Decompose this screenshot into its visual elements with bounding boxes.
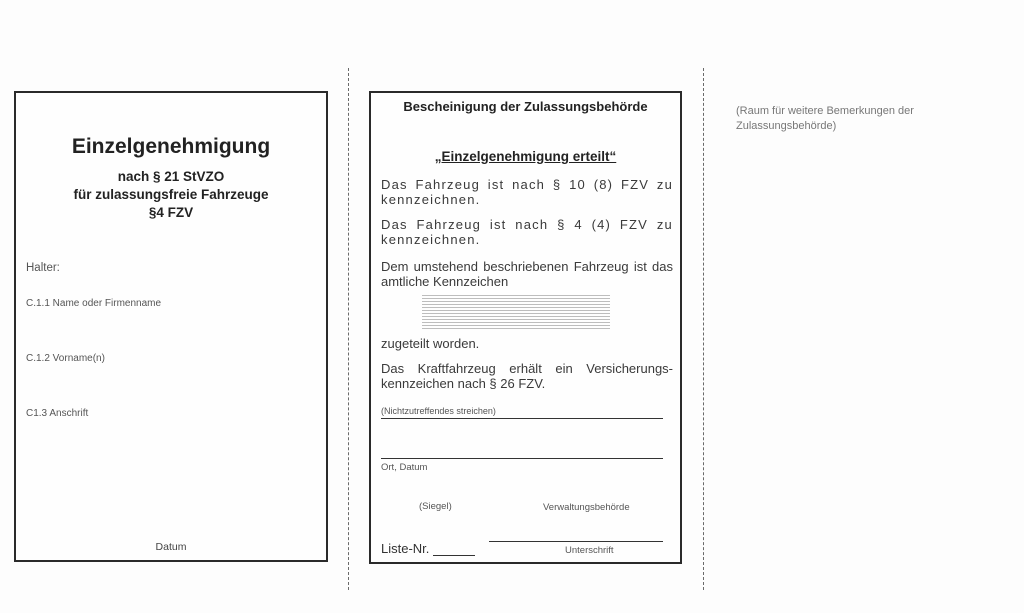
permit-subtitle-law: nach § 21 StVZO [117,169,225,184]
authority-label: Verwaltungsbehörde [543,502,630,513]
place-date-label: Ort, Datum [381,462,428,473]
strike-note-rule [381,418,663,419]
name-field-label: C.1.1 Name oder Firmenname [26,298,162,309]
license-plate-field [422,295,610,329]
fold-line-left [348,68,349,590]
para-insurance: Das Kraftfahrzeug erhält ein Versicherungs-kennzeichen nach § 26 FZV. [381,361,673,391]
signature-label: Unterschrift [565,545,614,556]
place-date-line [381,458,663,459]
date-field-label: Datum [155,541,187,553]
permit-subtitle-fzv: §4 FZV [148,205,194,220]
para-plate-intro: Dem umstehend beschriebenen Fahrzeug ist das amtliche Kennzeichen [381,259,673,289]
permit-subtitle-vehicles: für zulassungsfreie Fahrzeuge [73,187,269,202]
strike-note: (Nichtzutreffendes streichen) [381,406,496,416]
certificate-header: Bescheinigung der Zulassungsbehörde [403,99,648,114]
address-field-label: C1.3 Anschrift [26,408,89,419]
para-assigned: zugeteilt worden. [381,336,480,351]
permit-title: Einzelgenehmigung [71,135,271,158]
signature-line [489,541,663,542]
list-number-label: Liste-Nr. [381,541,430,556]
permit-panel [14,91,328,562]
fold-line-right [703,68,704,590]
para-10-8: Das Fahrzeug ist nach § 10 (8) FZV zu kennzeichnen. [381,177,673,207]
para-4-4: Das Fahrzeug ist nach § 4 (4) FZV zu kennzeichnen. [381,217,673,247]
authority-certificate-panel [369,91,682,564]
seal-label: (Siegel) [419,501,452,512]
remarks-note: (Raum für weitere Bemerkungen der Zulassungsbehörde) [736,105,914,132]
granted-stamp: „Einzelgenehmigung erteilt“ [434,149,617,164]
list-number-line [433,555,475,556]
firstname-field-label: C.1.2 Vorname(n) [26,353,105,364]
halter-label: Halter: [26,262,60,274]
